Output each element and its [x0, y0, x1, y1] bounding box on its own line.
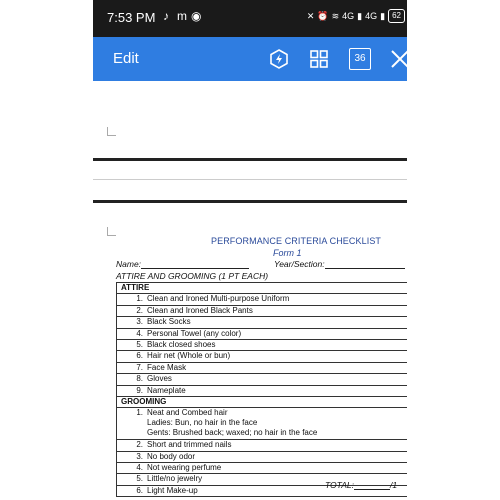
item-number: 6.	[136, 485, 143, 495]
item-text: Not wearing perfume	[147, 463, 222, 473]
close-icon[interactable]	[389, 48, 407, 70]
checklist-row	[117, 374, 407, 385]
grooming-label: GROOMING	[121, 396, 167, 406]
item-text: Nameplate	[147, 385, 186, 395]
mute-icon: ✕	[306, 10, 315, 21]
alarm-icon: ⏰	[317, 10, 329, 21]
name-field	[116, 259, 249, 269]
item-number: 7.	[136, 362, 143, 372]
page-count-button[interactable]: 36	[349, 48, 371, 70]
page-corner-mark	[107, 127, 116, 136]
app-bar	[93, 37, 407, 81]
status-time: 7:53 PM	[107, 10, 156, 25]
item-text: Hair net (Whole or bun)	[147, 351, 231, 361]
attire-rows	[117, 294, 407, 397]
checklist-title: PERFORMANCE CRITERIA CHECKLIST	[211, 236, 382, 246]
checklist-row	[117, 452, 407, 463]
item-text: Black closed shoes	[147, 339, 216, 349]
checklist-row	[117, 408, 407, 440]
status-indicators	[307, 9, 405, 23]
attire-header-row	[117, 283, 407, 294]
battery-icon: 62	[388, 9, 405, 23]
item-number: 6.	[136, 351, 143, 361]
total-field	[325, 480, 397, 490]
checklist-row	[117, 294, 407, 305]
item-number: 2.	[136, 305, 143, 315]
name-blank	[141, 259, 249, 269]
year-section-label: Year/Section:	[274, 259, 325, 269]
edit-button[interactable]: Edit	[113, 50, 139, 67]
item-number: 5.	[136, 339, 143, 349]
auto-enhance-icon[interactable]	[268, 48, 290, 70]
checklist-row	[117, 363, 407, 374]
item-number: 4.	[136, 463, 143, 473]
total-denominator: /1	[389, 480, 398, 490]
year-section-blank	[325, 259, 405, 269]
item-text: Clean and Ironed Multi-purpose Uniform	[147, 294, 290, 304]
item-number: 2.	[136, 440, 143, 450]
phone-screen	[93, 0, 407, 500]
item-number: 5.	[136, 474, 143, 484]
item-text: Face Mask	[147, 362, 187, 372]
item-text: Short and trimmed nails	[147, 440, 232, 450]
item-text: Gloves	[147, 374, 172, 384]
item-subtext-ladies: Ladies: Bun, no hair in the face	[147, 418, 258, 428]
page-divider	[93, 158, 407, 161]
page-corner-mark	[107, 227, 116, 236]
signal-a-label: 4G	[342, 11, 355, 21]
item-number: 1.	[136, 408, 143, 418]
checklist-row	[117, 317, 407, 328]
tiktok-icon: ♪	[163, 9, 169, 23]
item-text: Neat and Combed hair	[147, 408, 228, 418]
item-number: 8.	[136, 374, 143, 384]
item-number: 3.	[136, 317, 143, 327]
item-number: 9.	[136, 385, 143, 395]
signal-a-icon: ▮	[357, 10, 363, 21]
checklist-row	[117, 329, 407, 340]
checklist-row	[117, 340, 407, 351]
item-number: 3.	[136, 451, 143, 461]
total-blank	[354, 480, 390, 490]
section-header: ATTIRE AND GROOMING (1 PT EACH)	[116, 271, 269, 281]
checklist-table	[116, 282, 407, 497]
status-bar	[93, 0, 407, 37]
grooming-header-row	[117, 397, 407, 408]
item-subtext-gents: Gents: Brushed back; waxed; no hair in the face	[147, 428, 318, 438]
checklist-row	[117, 440, 407, 451]
form-label: Form 1	[273, 248, 302, 258]
item-text: No body odor	[147, 451, 196, 461]
item-text: Clean and Ironed Black Pants	[147, 305, 253, 315]
checklist-row	[117, 463, 407, 474]
item-number: 1.	[136, 294, 143, 304]
year-section-field	[274, 259, 405, 269]
item-text: Light Make-up	[147, 485, 198, 495]
app-notification-icon: ◉	[191, 9, 202, 23]
grid-view-icon[interactable]	[308, 48, 330, 70]
checklist-row	[117, 386, 407, 397]
page-edge-line	[93, 179, 407, 180]
checklist-row	[117, 351, 407, 362]
checklist-row	[117, 306, 407, 317]
signal-b-icon: ▮	[380, 10, 386, 21]
item-number: 4.	[136, 328, 143, 338]
name-label: Name:	[116, 259, 142, 269]
attire-label: ATTIRE	[121, 283, 150, 292]
page-divider	[93, 200, 407, 203]
signal-b-label: 4G	[365, 11, 378, 21]
item-text: Black Socks	[147, 317, 191, 327]
wifi-icon: ≋	[331, 10, 340, 21]
item-text: Personal Towel (any color)	[147, 328, 242, 338]
mcdonalds-icon: m	[177, 9, 187, 23]
item-text: Little/no jewelry	[147, 474, 203, 484]
total-label: TOTAL:	[325, 480, 354, 490]
